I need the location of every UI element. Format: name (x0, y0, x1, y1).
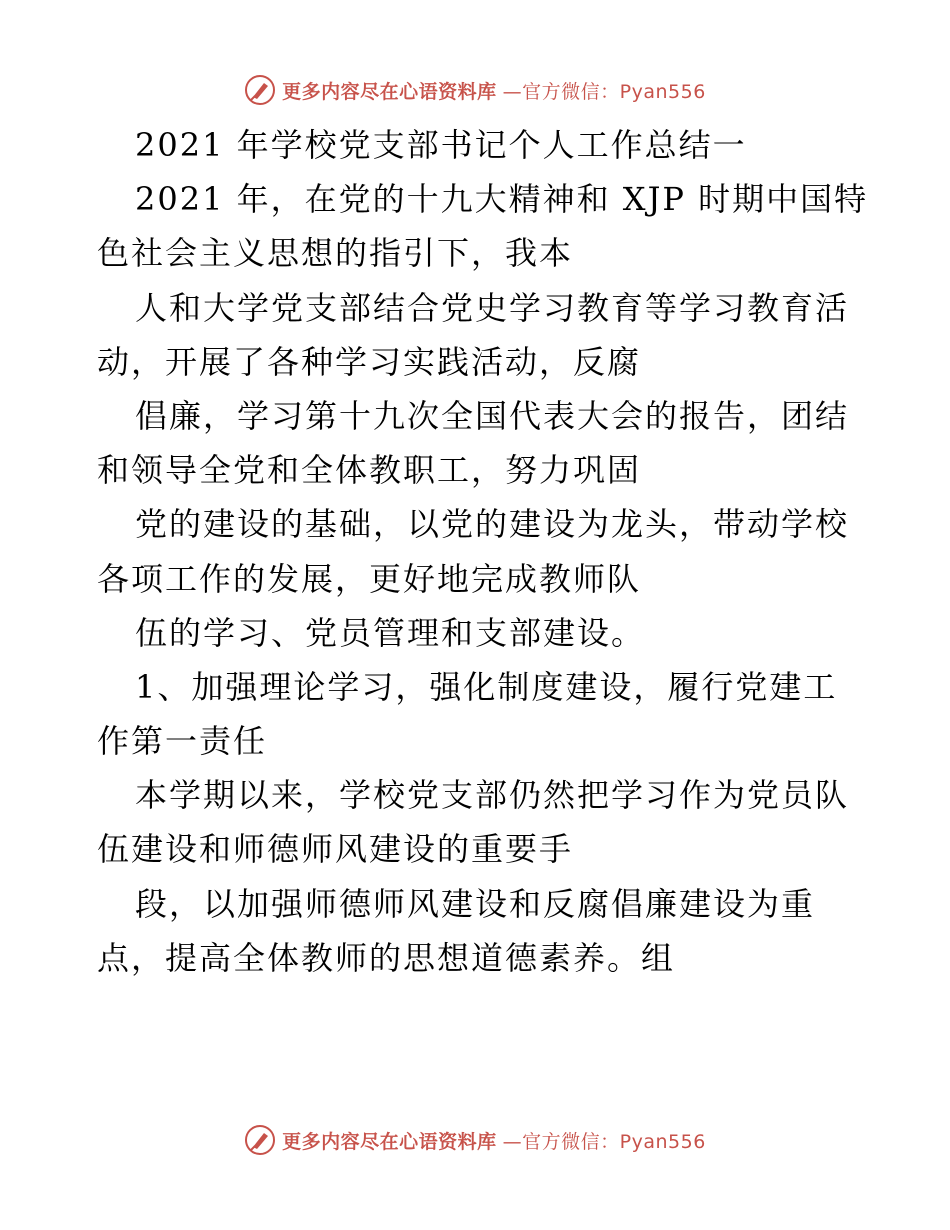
paragraph-line: 本学期以来，学校党支部仍然把学习作为党员队 (135, 776, 850, 815)
paragraph-line: 伍的学习、党员管理和支部建设。 (135, 613, 646, 652)
watermark-site-name: 更多内容尽在心语资料库 (282, 80, 497, 103)
paragraph-line: 2021 年，在党的十九大精神和 XJP 时期中国特 (135, 180, 869, 219)
paragraph-line: 点，提高全体教师的思想道德素养。组 (97, 938, 676, 977)
paragraph-line: 和领导全党和全体教职工，努力巩固 (97, 451, 642, 490)
watermark-wechat: —官方微信：Pyan556 (502, 80, 706, 103)
watermark-wechat: —官方微信：Pyan556 (502, 1130, 706, 1153)
quill-logo-icon (244, 74, 276, 106)
section-heading-line: 作第一责任 (97, 722, 268, 761)
paragraph-line: 动，开展了各种学习实践活动，反腐 (97, 342, 642, 381)
paragraph-line: 段，以加强师德师风建设和反腐倡廉建设为重 (135, 884, 816, 923)
paragraph-line: 色社会主义思想的指引下，我本 (97, 234, 574, 273)
watermark-site-name: 更多内容尽在心语资料库 (282, 1130, 497, 1153)
document-title: 2021 年学校党支部书记个人工作总结一 (135, 126, 747, 164)
document-body (97, 118, 869, 985)
header-watermark (0, 70, 950, 110)
paragraph-line: 党的建设的基础，以党的建设为龙头，带动学校 (135, 505, 850, 544)
paragraph-line: 人和大学党支部结合党史学习教育等学习教育活 (135, 288, 850, 327)
paragraph-line: 伍建设和师德师风建设的重要手 (97, 830, 574, 869)
footer-watermark (0, 1120, 950, 1160)
paragraph-line: 倡廉，学习第十九次全国代表大会的报告，团结 (135, 396, 850, 435)
paragraph-line: 各项工作的发展，更好地完成教师队 (97, 559, 642, 598)
quill-logo-icon (244, 1124, 276, 1156)
section-heading-line: 1、加强理论学习，强化制度建设，履行党建工 (135, 667, 838, 706)
